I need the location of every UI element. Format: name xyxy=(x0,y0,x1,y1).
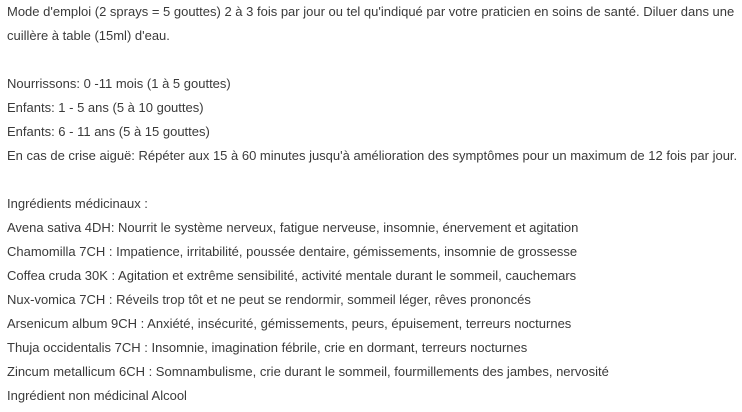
product-description xyxy=(7,0,737,408)
ingredient-item: Avena sativa 4DH: Nourrit le système nerveux, fatigue nerveuse, insomnie, énervement et agitation xyxy=(7,220,579,235)
non-medicinal-ingredient: Ingrédient non médicinal Alcool xyxy=(7,388,187,403)
dosage-infants: Nourrissons: 0 -11 mois (1 à 5 gouttes) xyxy=(7,76,231,91)
instructions-line-2: cuillère à table (15ml) d'eau. xyxy=(7,28,170,43)
ingredient-item: Nux-vomica 7CH : Réveils trop tôt et ne peut se rendormir, sommeil léger, rêves prononcés xyxy=(7,292,531,307)
ingredient-item: Chamomilla 7CH : Impatience, irritabilité, poussée dentaire, gémissements, insomnie de grossesse xyxy=(7,244,578,259)
ingredient-item: Arsenicum album 9CH : Anxiété, insécurité, gémissements, peurs, épuisement, terreurs nocturnes xyxy=(7,316,572,331)
spacer xyxy=(7,168,737,192)
dosage-children-1-5: Enfants: 1 - 5 ans (5 à 10 gouttes) xyxy=(7,100,204,115)
instructions-line-1: Mode d'emploi (2 sprays = 5 gouttes) 2 à 3 fois par jour ou tel qu'indiqué par votre praticien en soins de santé. Diluer dans une xyxy=(7,4,735,19)
dosage-children-6-11: Enfants: 6 - 11 ans (5 à 15 gouttes) xyxy=(7,124,210,139)
ingredients-heading: Ingrédients médicinaux : xyxy=(7,196,148,211)
ingredient-item: Coffea cruda 30K : Agitation et extrême sensibilité, activité mentale durant le sommeil, cauchemars xyxy=(7,268,577,283)
spacer xyxy=(7,48,737,72)
ingredient-item: Zincum metallicum 6CH : Somnambulisme, crie durant le sommeil, fourmillements des jambes, nervosité xyxy=(7,364,609,379)
dosage-acute-crisis: En cas de crise aiguë: Répéter aux 15 à 60 minutes jusqu'à amélioration des symptômes pour un maximum de 12 fois par jour. xyxy=(7,148,738,163)
ingredient-item: Thuja occidentalis 7CH : Insomnie, imagination fébrile, crie en dormant, terreurs nocturnes xyxy=(7,340,528,355)
